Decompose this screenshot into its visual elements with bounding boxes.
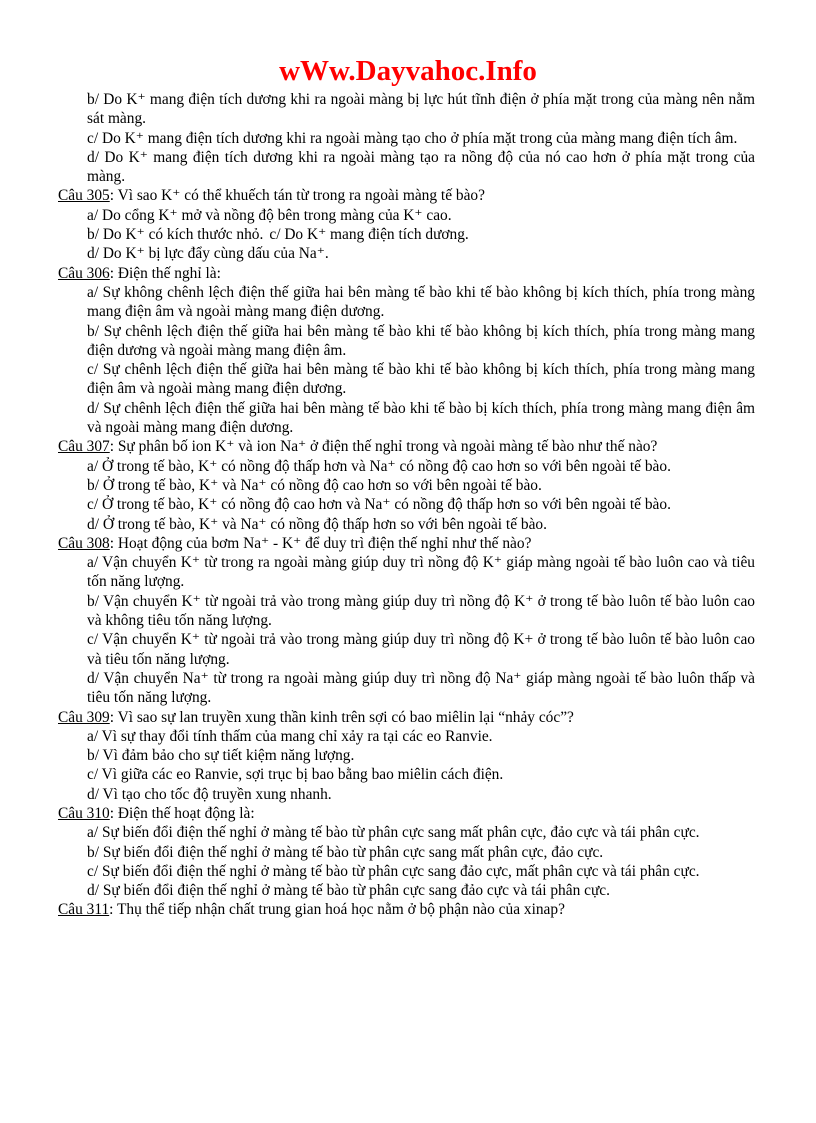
option-b: b/ Do K⁺ có kích thước nhỏ. xyxy=(87,226,264,244)
option-b: b/ Sự chênh lệch điện thế giữa hai bên màng tế bào khi tế bào không bị kích thích, phía trong màng mang điện dương và ngoài màng mang điện âm. xyxy=(87,322,755,359)
option-c: c/ Ở trong tế bào, K⁺ có nồng độ cao hơn và Na⁺ có nồng độ thấp hơn so với bên ngoài tế bào. xyxy=(87,496,671,514)
option-d: d/ Sự chênh lệch điện thế giữa hai bên màng tế bào khi tế bào bị kích thích, phía trong màng mang điện âm và ngoài màng mang điện dương. xyxy=(87,399,755,437)
question-310 xyxy=(58,804,755,823)
question-307 xyxy=(58,437,755,456)
option-a: a/ Sự không chênh lệch điện thế giữa hai bên màng tế bào khi tế bào không bị kích thích, phía trong màng mang điện âm và ngoài màng mang điện dương. xyxy=(87,283,755,321)
option-a: a/ Sự biến đổi điện thế nghỉ ở màng tế bào từ phân cực sang mất phân cực, đảo cực và tái phân cực. xyxy=(87,824,700,842)
option-c: c/ Sự biến đổi điện thế nghỉ ở màng tế bào từ phân cực sang đảo cực, mất phân cực và tái phân cực. xyxy=(87,862,700,880)
lead-option-c: c/ Do K⁺ mang điện tích dương khi ra ngoài màng tạo cho ở phía mặt trong của màng mang điện tích âm. xyxy=(87,129,738,147)
option-c: c/ Vận chuyển K⁺ từ ngoài trả vào trong màng giúp duy trì nồng độ K+ ở trong tế bào luôn tế bào luôn cao và tiêu tốn năng lượng. xyxy=(87,631,755,668)
lead-option-d: d/ Do K⁺ mang điện tích dương khi ra ngoài màng tạo ra nồng độ của nó cao hơn ở phía mặt trong của màng. xyxy=(87,148,755,186)
question-text: : Hoạt động của bơm Na⁺ - K⁺ để duy trì điện thế nghỉ như thế nào? xyxy=(109,534,532,552)
option-c: c/ Do K⁺ mang điện tích dương. xyxy=(269,226,469,244)
option-d: d/ Vì tạo cho tốc độ truyền xung nhanh. xyxy=(87,785,332,803)
option-c: c/ Sự chênh lệch điện thế giữa hai bên màng tế bào khi tế bào không bị kích thích, phía trong màng mang điện âm và ngoài màng mang điện dương. xyxy=(87,361,755,398)
question-number: Câu 310 xyxy=(58,804,110,822)
option-a: a/ Do cổng K⁺ mở và nồng độ bên trong màng của K⁺ cao. xyxy=(87,206,452,224)
question-number: Câu 305 xyxy=(58,187,110,205)
option-c: c/ Vì giữa các eo Ranvie, sợi trục bị bao bằng bao miêlin cách điện. xyxy=(87,766,504,784)
question-text: : Vì sao sự lan truyền xung thần kinh trên sợi có bao miêlin lại “nhảy cóc”? xyxy=(109,708,574,726)
lead-option-b: b/ Do K⁺ mang điện tích dương khi ra ngoài màng bị lực hút tĩnh điện ở phía mặt trong của màng nên nằm sát màng. xyxy=(87,91,755,128)
option-d: d/ Sự biến đổi điện thế nghỉ ở màng tế bào từ phân cực sang đảo cực và tái phân cực. xyxy=(87,882,610,900)
question-308 xyxy=(58,534,755,553)
question-309 xyxy=(58,708,755,727)
question-text: : Vì sao K⁺ có thể khuếch tán từ trong ra ngoài màng tế bào? xyxy=(109,187,485,205)
option-d: d/ Do K⁺ bị lực đẩy cùng dấu của Na⁺. xyxy=(87,245,329,263)
option-a: a/ Ở trong tế bào, K⁺ có nồng độ thấp hơn và Na⁺ có nồng độ cao hơn so với bên ngoài tế bào. xyxy=(87,457,671,475)
option-b: b/ Vận chuyển K⁺ từ ngoài trả vào trong màng giúp duy trì nồng độ K⁺ ở trong tế bào luôn tế bào luôn cao và không tiêu tốn năng lượng. xyxy=(87,592,755,630)
question-number: Câu 309 xyxy=(58,708,110,726)
question-number: Câu 307 xyxy=(58,438,110,456)
option-b: b/ Vì đảm bảo cho sự tiết kiệm năng lượng. xyxy=(87,747,355,765)
question-text: : Điện thế hoạt động là: xyxy=(109,804,255,822)
option-d: d/ Ở trong tế bào, K⁺ và Na⁺ có nồng độ thấp hơn so với bên ngoài tế bào. xyxy=(87,515,547,533)
option-a: a/ Vì sự thay đổi tính thấm của mang chỉ xảy ra tại các eo Ranvie. xyxy=(87,727,493,745)
question-text: : Sự phân bố ion K⁺ và ion Na⁺ ở điện thế nghỉ trong và ngoài màng tế bào như thế nào? xyxy=(109,438,658,456)
option-a: a/ Vận chuyển K⁺ từ trong ra ngoài màng giúp duy trì nồng độ K⁺ giáp màng ngoài tế bào luôn cao và tiêu tốn năng lượng. xyxy=(87,554,755,591)
option-b: b/ Sự biến đổi điện thế nghỉ ở màng tế bào từ phân cực sang mất phân cực, đảo cực. xyxy=(87,843,604,861)
option-b: b/ Ở trong tế bào, K⁺ và Na⁺ có nồng độ cao hơn so với bên ngoài tế bào. xyxy=(87,476,542,494)
question-number: Câu 311 xyxy=(58,901,110,919)
question-text: : Điện thế nghỉ là: xyxy=(109,264,221,282)
question-number: Câu 306 xyxy=(58,264,110,282)
question-list xyxy=(58,90,755,920)
question-text: : Thụ thể tiếp nhận chất trung gian hoá học nằm ở bộ phận nào của xinap? xyxy=(109,901,565,919)
option-b-c-line xyxy=(58,225,755,244)
site-title: wWw.Dayvahoc.Info xyxy=(279,55,537,87)
option-d: d/ Vận chuyển Na⁺ từ trong ra ngoài màng giúp duy trì nồng độ Na⁺ giáp màng ngoài tế bào luôn thấp và tiêu tốn năng lượng. xyxy=(87,669,755,707)
question-305 xyxy=(58,186,755,205)
question-311 xyxy=(58,900,755,919)
question-306 xyxy=(58,264,755,283)
question-number: Câu 308 xyxy=(58,534,110,552)
